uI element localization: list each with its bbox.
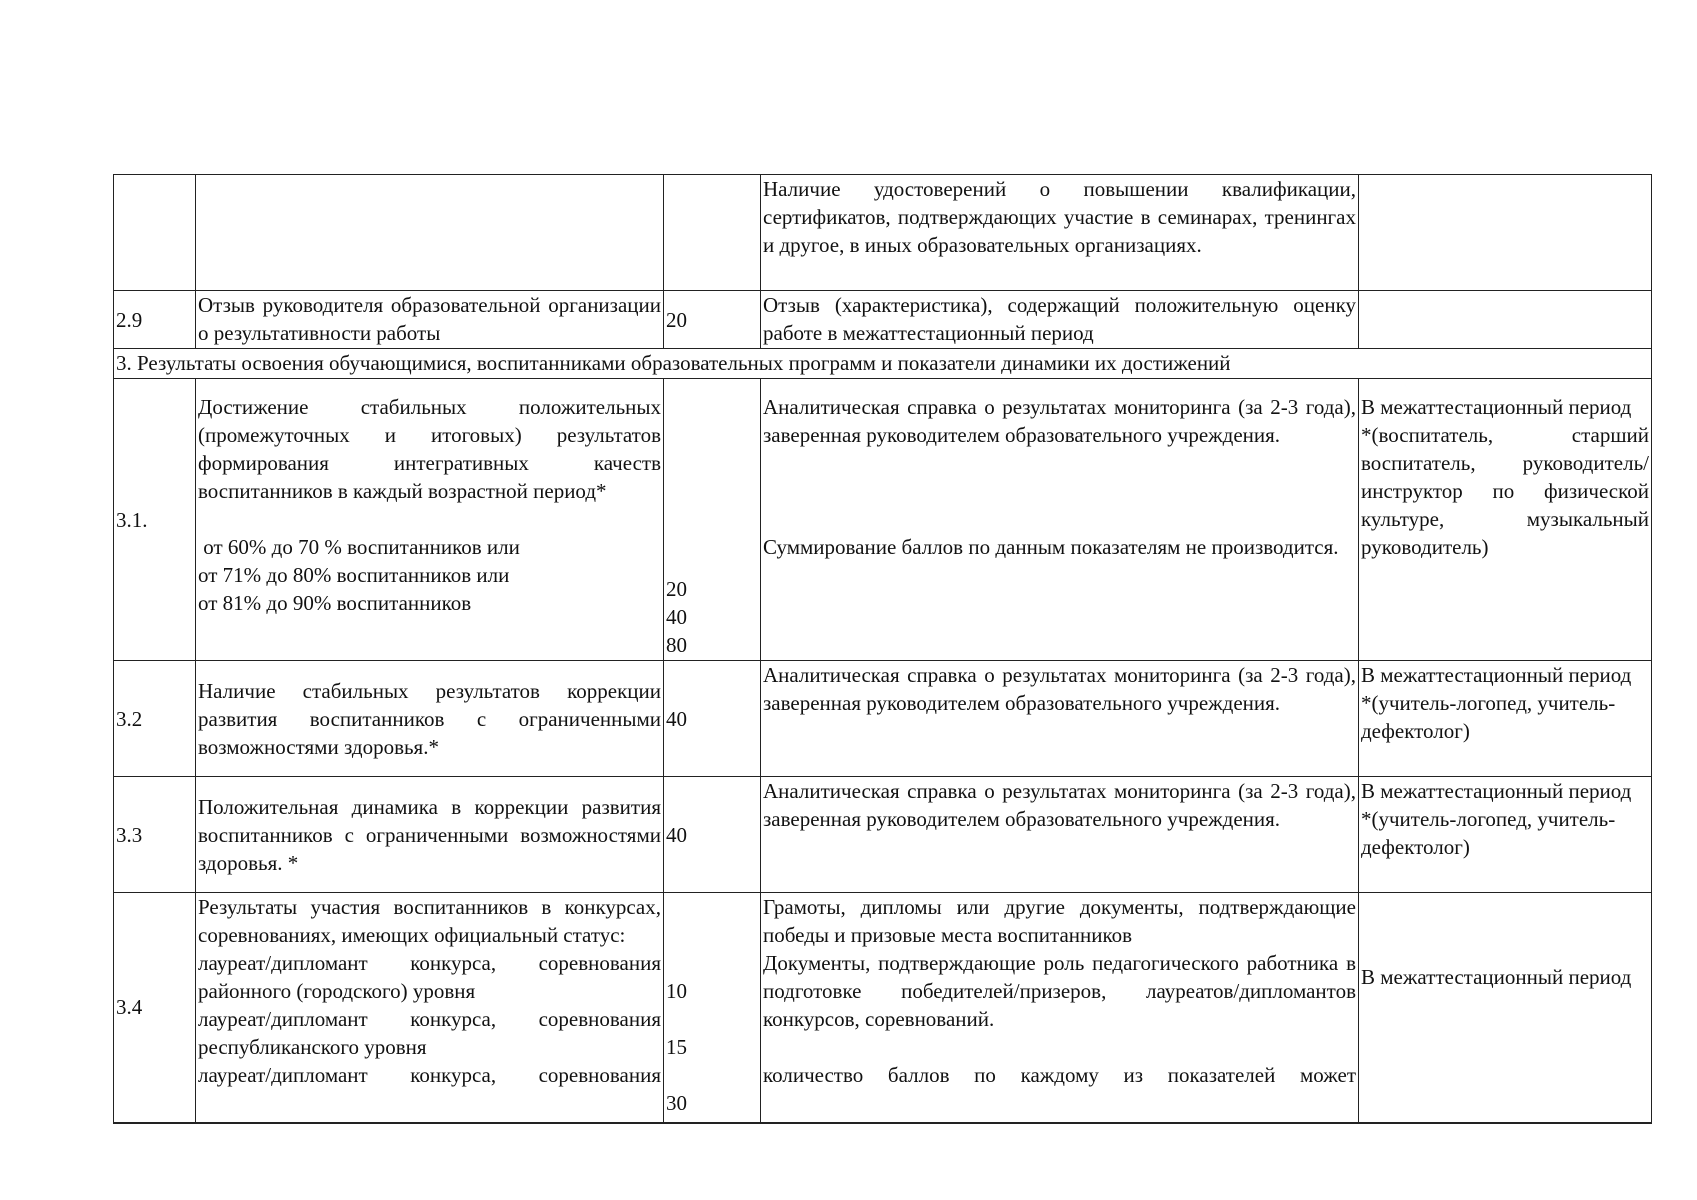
points-value: 40 <box>664 661 761 777</box>
points-cell <box>664 175 761 291</box>
period-text: В межаттестационный период <box>1361 395 1632 419</box>
points-value: 40 <box>664 777 761 893</box>
evidence-cell <box>761 893 1362 1123</box>
criteria-table <box>113 174 1655 1124</box>
period-cell <box>1359 175 1652 291</box>
period-text: В межаттестационный период <box>1361 965 1632 990</box>
level-3-text: лауреат/дипломант конкурса, соревнования <box>198 1063 661 1087</box>
row-number: 3.2 <box>114 661 196 777</box>
row-number: 3.1. <box>114 379 196 661</box>
period-text: В межаттестационный период <box>1361 663 1632 687</box>
points-cell <box>664 893 761 1123</box>
evidence-text-2: Документы, подтверждающие роль педагогического работника в подготовке победителей/призеров, лауреатов/дипломантов конкурсов, соревнований. <box>763 951 1362 1031</box>
evidence-text: Аналитическая справка о результатах мониторинга (за 2-3 года), заверенная руководителем образовательного учреждения. <box>761 661 1359 777</box>
level-1-text: лауреат/дипломант конкурса, соревнования районного (городского) уровня <box>198 951 667 1003</box>
points-cell <box>664 379 761 661</box>
table-row <box>114 291 1652 349</box>
option-3: от 81% до 90% воспитанников <box>198 591 472 615</box>
criterion-text: Отзыв руководителя образовательной организации о результативности работы <box>196 291 664 349</box>
row-number: 3.4 <box>114 893 196 1123</box>
evidence-text-3: количество баллов по каждому из показателей может <box>763 1063 1356 1087</box>
level-1-points: 10 <box>666 979 687 1003</box>
evidence-text: Отзыв (характеристика), содержащий положительную оценку работе в межаттестационный период <box>761 291 1359 349</box>
criterion-text: Положительная динамика в коррекции развития воспитанников с ограниченными возможностями здоровья. * <box>196 777 664 893</box>
table-row <box>114 379 1652 661</box>
roles-text: *(учитель-логопед, учитель-дефектолог) <box>1361 807 1616 859</box>
section-header-row <box>114 349 1652 379</box>
criterion-text: Достижение стабильных положительных (промежуточных и итоговых) результатов формирования интегративных качеств воспитанников в каждый возрастной период* <box>198 395 667 503</box>
roles-text: *(учитель-логопед, учитель-дефектолог) <box>1361 691 1616 743</box>
level-3-points: 30 <box>666 1091 687 1115</box>
points-value-1: 20 <box>666 577 687 601</box>
row-number-cell <box>114 175 196 291</box>
row-number: 2.9 <box>114 291 196 349</box>
period-cell <box>1359 379 1655 661</box>
criterion-intro: Результаты участия воспитанников в конкурсах, соревнованиях, имеющих официальный статус: <box>198 895 667 947</box>
table-row <box>114 661 1652 777</box>
criterion-cell <box>196 175 664 291</box>
evidence-cell: Наличие удостоверений о повышении квалификации, сертификатов, подтверждающих участие в семинарах, тренингах и другое, в иных образовательных организациях. <box>761 175 1359 291</box>
row-number: 3.3 <box>114 777 196 893</box>
period-cell <box>1359 777 1652 893</box>
evidence-text: Аналитическая справка о результатах мониторинга (за 2-3 года), заверенная руководителем образовательного учреждения. <box>763 395 1362 447</box>
level-2-text: лауреат/дипломант конкурса, соревнования республиканского уровня <box>198 1007 667 1059</box>
points-value: 20 <box>664 291 761 349</box>
points-value-3: 80 <box>666 633 687 657</box>
option-2: от 71% до 80% воспитанников или <box>198 563 510 587</box>
criterion-cell <box>196 379 667 661</box>
period-text: В межаттестационный период <box>1361 779 1632 803</box>
roles-text: *(воспитатель, старший воспитатель, руководитель/ инструктор по физической культуре, музыкальный руководитель) <box>1361 423 1655 559</box>
section-title: 3. Результаты освоения обучающимися, воспитанниками образовательных программ и показатели динамики их достижений <box>114 349 1652 379</box>
evidence-cell <box>761 379 1362 661</box>
table-row <box>114 175 1652 291</box>
option-1: от 60% до 70 % воспитанников или <box>198 535 520 559</box>
evidence-note: Суммирование баллов по данным показателям не производится. <box>763 535 1339 559</box>
level-2-points: 15 <box>666 1035 687 1059</box>
criterion-text: Наличие стабильных результатов коррекции развития воспитанников с ограниченными возможностями здоровья.* <box>196 661 664 777</box>
table-row <box>114 893 1652 1123</box>
period-cell <box>1359 661 1652 777</box>
period-cell <box>1359 893 1652 1123</box>
points-value-2: 40 <box>666 605 687 629</box>
evidence-text-1: Грамоты, дипломы или другие документы, подтверждающие победы и призовые места воспитанников <box>763 895 1362 947</box>
period-cell <box>1359 291 1652 349</box>
table-row <box>114 777 1652 893</box>
evidence-text: Аналитическая справка о результатах мониторинга (за 2-3 года), заверенная руководителем образовательного учреждения. <box>761 777 1359 893</box>
criterion-cell <box>196 893 667 1123</box>
